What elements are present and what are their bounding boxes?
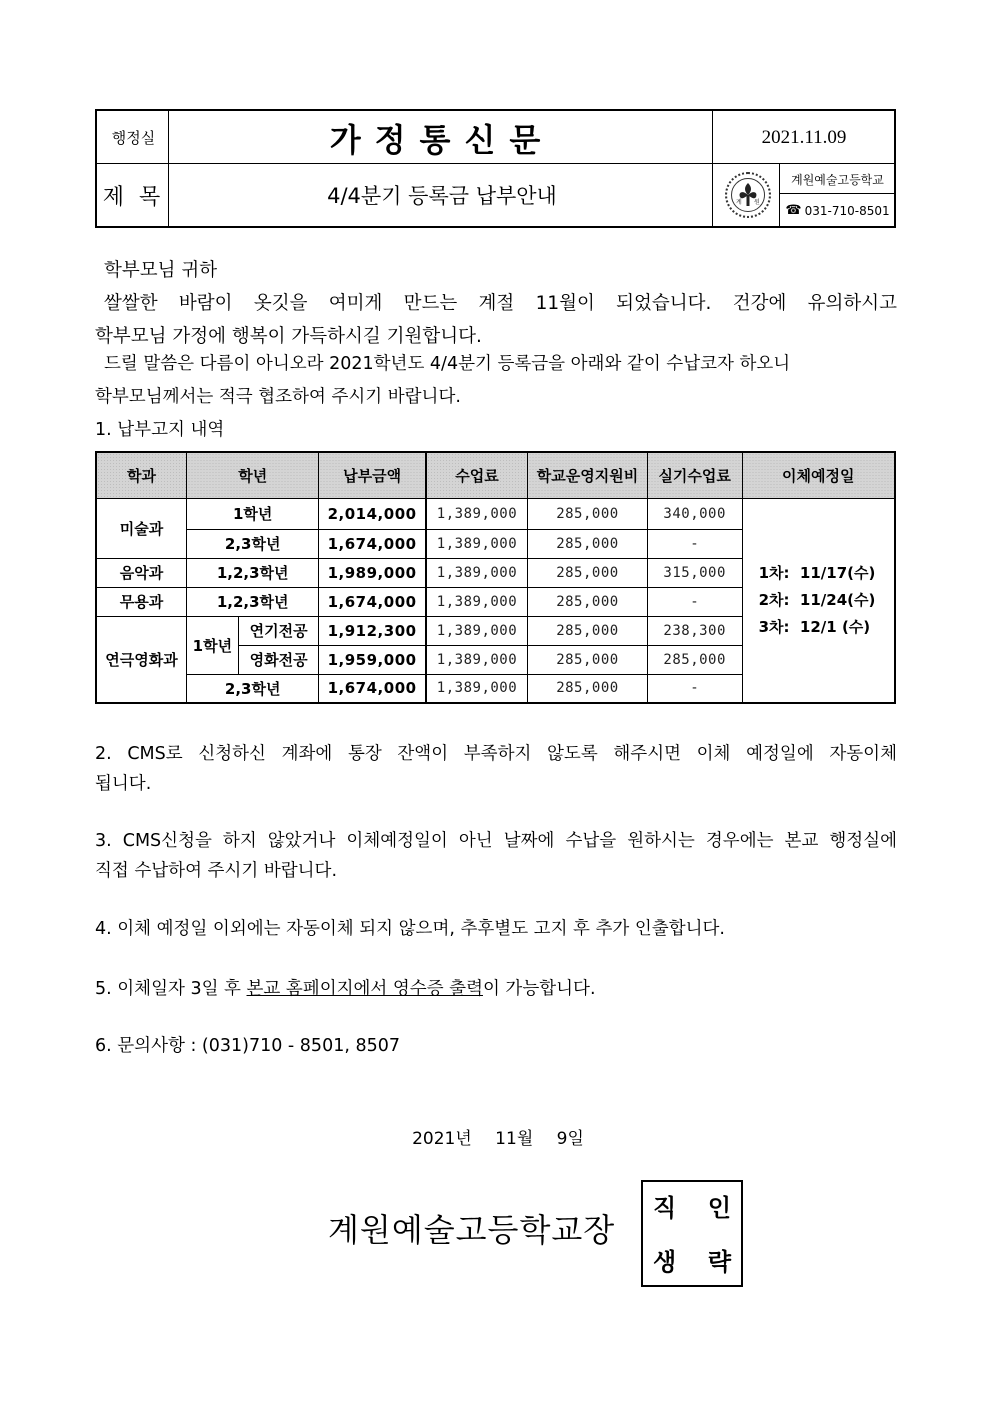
col-header-support: 학교운영지원비: [528, 452, 648, 498]
note-6-contact: 6. 문의사항 : (031)710 - 8501, 8507: [95, 1036, 400, 1056]
support-cell: 285,000: [528, 498, 648, 529]
document-title: 가정통신문: [329, 120, 555, 159]
col-header-tuition: 수업료: [426, 452, 528, 498]
intro-line-3: 드릴 말씀은 다름이 아니오라 2021학년도 4/4분기 등록금을 아래와 같이 수납코자 하오니: [104, 354, 791, 374]
note-3-line-2: 직접 수납하여 주시기 바랍니다.: [95, 861, 338, 881]
grade-cell: 2,3학년: [187, 529, 319, 558]
homepage-receipt-link[interactable]: 본교 홈페이지에서 영수증 출력: [246, 979, 483, 999]
grade-cell: 1,2,3학년: [187, 587, 319, 616]
note-2-line-2: 됩니다.: [95, 774, 152, 794]
note-3-line-1: 3. CMS신청을 하지 않았거나 이체예정일이 아닌 날짜에 수납을 원하시는 경우에는 본교 행정실에: [95, 831, 897, 851]
dept-cell: 미술과: [96, 498, 187, 558]
table-header-row: [96, 452, 895, 498]
total-cell: 1,912,300: [319, 616, 426, 645]
col-header-schedule: 이체예정일: [742, 452, 895, 498]
intro-line-4: 학부모님께서는 적극 협조하여 주시기 바랍니다.: [95, 387, 461, 407]
support-cell: 285,000: [528, 674, 648, 703]
document-date: 2021.11.09: [761, 126, 847, 148]
col-header-dept: 학과: [96, 452, 187, 498]
total-cell: 1,989,000: [319, 558, 426, 587]
practical-cell: 238,300: [647, 616, 742, 645]
intro-line-1: 쌀쌀한 바람이 옷깃을 여미게 만드는 계절 11월이 되었습니다. 건강에 유의하시고: [104, 293, 897, 314]
schedule-cell: [742, 498, 895, 703]
department-label: 행정실: [111, 129, 156, 147]
tuition-cell: 1,389,000: [426, 645, 528, 674]
grade-cell: 1학년: [187, 498, 319, 529]
svg-text:계: 계: [735, 199, 742, 206]
schedule-2: 2차: 11/24(수): [758, 590, 876, 609]
tuition-cell: 1,389,000: [426, 616, 528, 645]
intro-line-2: 학부모님 가정에 행복이 가득하시길 기원합니다.: [95, 326, 482, 347]
school-emblem-icon: [725, 172, 771, 218]
support-cell: 285,000: [528, 529, 648, 558]
phone-number: 031-710-8501: [804, 203, 890, 218]
total-cell: 1,674,000: [319, 674, 426, 703]
support-cell: 285,000: [528, 587, 648, 616]
subject-text: 4/4분기 등록금 납부안내: [327, 184, 557, 208]
practical-cell: -: [647, 529, 742, 558]
table-row: [96, 498, 895, 529]
practical-cell: 315,000: [647, 558, 742, 587]
grade-cell: 2,3학년: [187, 674, 319, 703]
school-phone: [781, 195, 894, 226]
tuition-cell: 1,389,000: [426, 587, 528, 616]
support-cell: 285,000: [528, 616, 648, 645]
total-cell: 1,674,000: [319, 587, 426, 616]
practical-cell: 340,000: [647, 498, 742, 529]
tuition-cell: 1,389,000: [426, 674, 528, 703]
major-cell: 연기전공: [238, 616, 319, 645]
section-1-heading: 1. 납부고지 내역: [95, 420, 225, 440]
support-cell: 285,000: [528, 645, 648, 674]
salutation: 학부모님 귀하: [104, 260, 218, 281]
dept-cell: 음악과: [96, 558, 187, 587]
tuition-cell: 1,389,000: [426, 529, 528, 558]
school-name: 계원예술고등학교: [791, 173, 884, 187]
seal-char: 인: [707, 1194, 731, 1222]
dept-cell: 연극영화과: [96, 616, 187, 703]
tuition-cell: 1,389,000: [426, 558, 528, 587]
total-cell: 1,674,000: [319, 529, 426, 558]
total-cell: 1,959,000: [319, 645, 426, 674]
tuition-cell: 1,389,000: [426, 498, 528, 529]
note-2-line-1: 2. CMS로 신청하신 계좌에 통장 잔액이 부족하지 않도록 해주시면 이체 예정일에 자동이체: [95, 744, 897, 764]
support-cell: 285,000: [528, 558, 648, 587]
schedule-1: 1차: 11/17(수): [758, 563, 876, 582]
note-5-prefix: 5. 이체일자 3일 후: [95, 979, 247, 999]
document-header: [95, 109, 896, 228]
major-cell: 영화전공: [238, 645, 319, 674]
total-cell: 2,014,000: [319, 498, 426, 529]
col-header-practical: 실기수업료: [647, 452, 742, 498]
note-5: [95, 973, 897, 1006]
seal-char: 략: [707, 1248, 731, 1276]
dept-cell: 무용과: [96, 587, 187, 616]
seal-char: 직: [653, 1194, 677, 1222]
practical-cell: -: [647, 674, 742, 703]
grade-cell: 1학년: [187, 616, 239, 674]
subject-label: 제 목: [102, 184, 165, 210]
school-emblem: [714, 164, 781, 226]
grade-cell: 1,2,3학년: [187, 558, 319, 587]
svg-text:원: 원: [753, 199, 760, 206]
col-header-grade: 학년: [187, 452, 319, 498]
fleur-de-lis-icon: [733, 180, 763, 210]
seal-omitted-box: [641, 1180, 743, 1287]
fee-table: [95, 451, 896, 704]
seal-char: 생: [653, 1248, 677, 1276]
note-4: 4. 이체 예정일 이외에는 자동이체 되지 않으며, 추후별도 고지 후 추가 인출합니다.: [95, 919, 725, 939]
phone-icon: ☎: [785, 203, 802, 218]
practical-cell: 285,000: [647, 645, 742, 674]
signer-name: 계원예술고등학교장: [328, 1211, 616, 1249]
col-header-total: 납부금액: [319, 452, 426, 498]
note-5-suffix: 이 가능합니다.: [482, 979, 596, 999]
signature-date: 2021년 11월 9일: [412, 1129, 584, 1149]
practical-cell: -: [647, 587, 742, 616]
schedule-3: 3차: 12/1 (수): [758, 617, 871, 636]
